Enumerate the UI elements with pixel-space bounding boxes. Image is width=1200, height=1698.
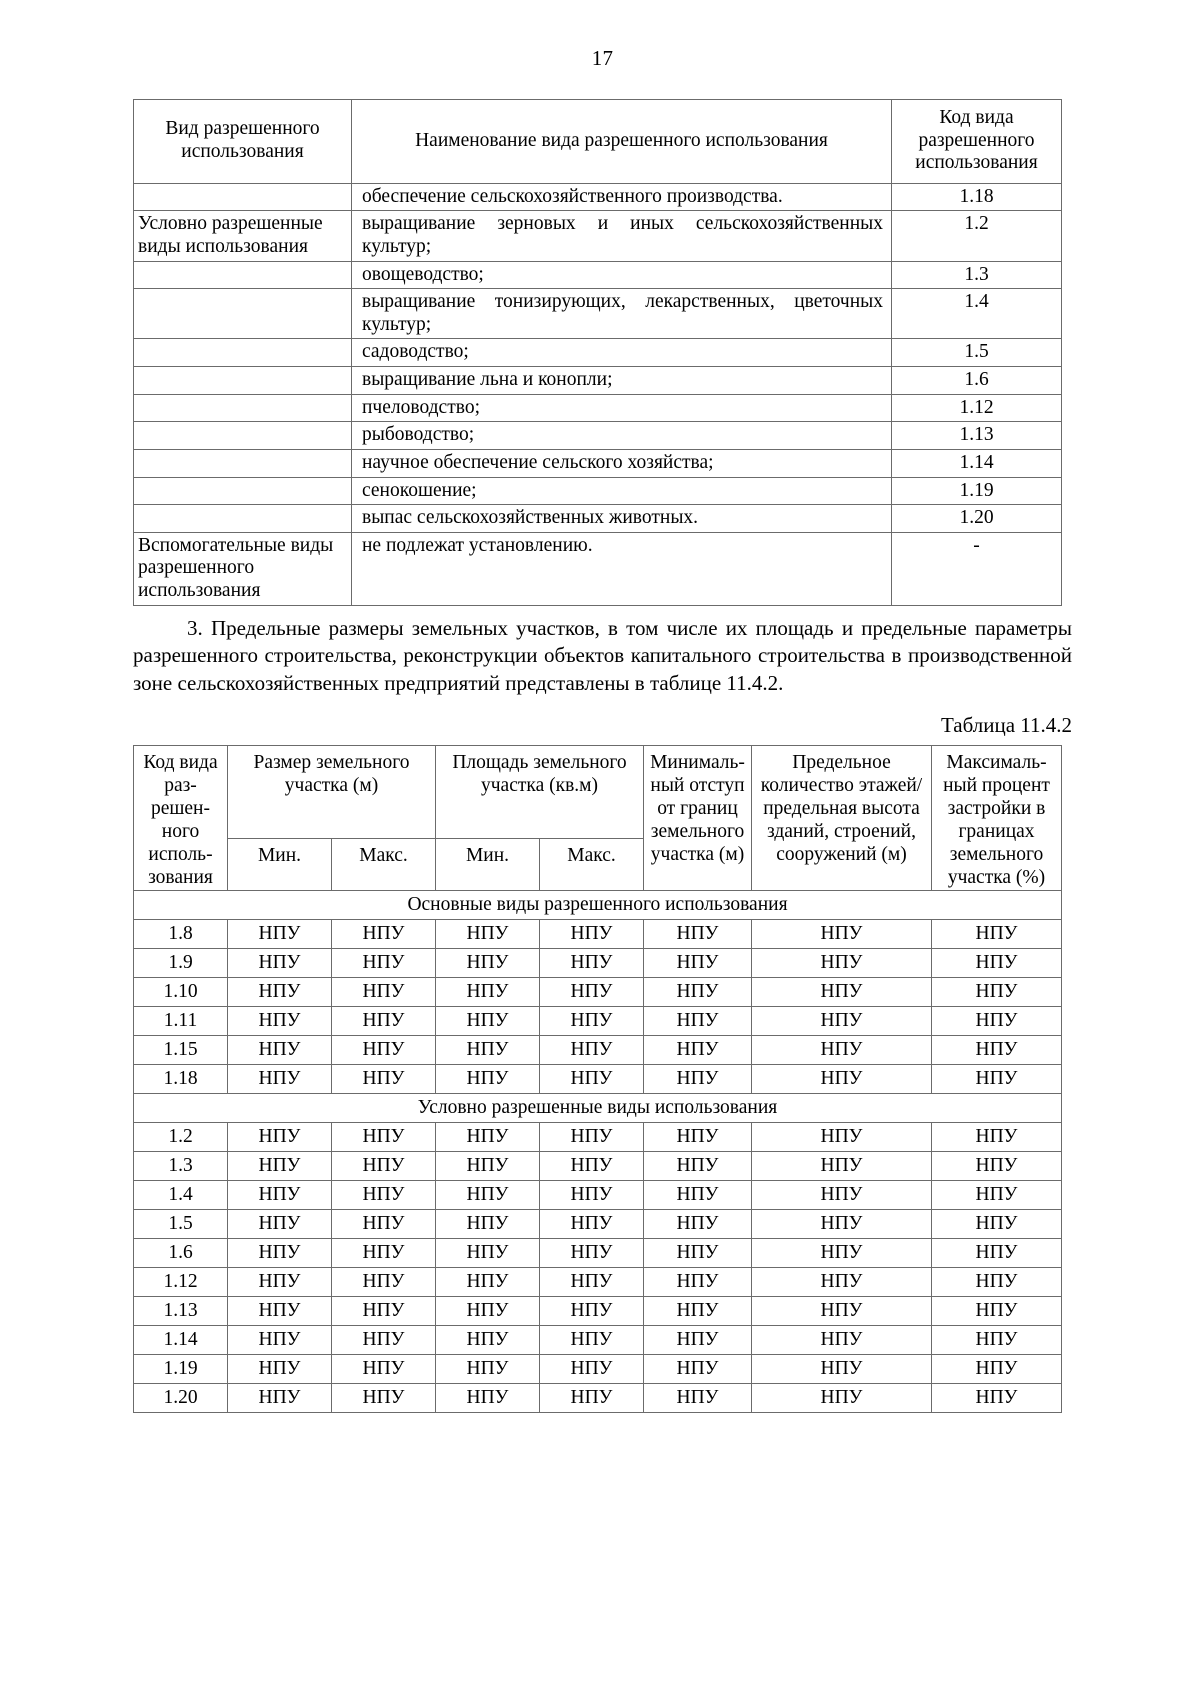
cell-code: 1.9 bbox=[134, 949, 228, 978]
limits-table bbox=[133, 745, 1062, 1413]
cell-value: НПУ bbox=[332, 1355, 436, 1384]
cell-value: НПУ bbox=[932, 1297, 1062, 1326]
cell-value: НПУ bbox=[644, 1297, 752, 1326]
cell-value: НПУ bbox=[332, 920, 436, 949]
cell-code: 1.19 bbox=[134, 1355, 228, 1384]
cell-value: НПУ bbox=[932, 1210, 1062, 1239]
cell-value: НПУ bbox=[228, 1268, 332, 1297]
cell-use-type: Условно разрешенные виды использования bbox=[134, 211, 352, 261]
header-min1: Мин. bbox=[228, 838, 332, 890]
cell-value: НПУ bbox=[752, 1007, 932, 1036]
limits-table-body bbox=[134, 746, 1062, 1413]
header-percent: Максималь-ный процент застройки в границах земельного участка (%) bbox=[932, 746, 1062, 891]
cell-use-name: садоводство; bbox=[352, 339, 892, 367]
table-row bbox=[134, 505, 1062, 533]
cell-value: НПУ bbox=[332, 1007, 436, 1036]
cell-value: НПУ bbox=[436, 1239, 540, 1268]
cell-value: НПУ bbox=[752, 1268, 932, 1297]
table-header-row bbox=[134, 100, 1062, 184]
cell-value: НПУ bbox=[436, 1181, 540, 1210]
cell-use-code: 1.4 bbox=[892, 289, 1062, 339]
cell-value: НПУ bbox=[540, 1355, 644, 1384]
table-row bbox=[134, 1297, 1062, 1326]
table-row bbox=[134, 532, 1062, 605]
cell-value: НПУ bbox=[752, 920, 932, 949]
section-title: Основные виды разрешенного использования bbox=[134, 891, 1062, 920]
cell-value: НПУ bbox=[932, 1326, 1062, 1355]
header-setback: Минималь-ный отступ от границ земельного участка (м) bbox=[644, 746, 752, 891]
cell-code: 1.5 bbox=[134, 1210, 228, 1239]
cell-value: НПУ bbox=[644, 1268, 752, 1297]
cell-value: НПУ bbox=[228, 978, 332, 1007]
table-row bbox=[134, 289, 1062, 339]
cell-value: НПУ bbox=[932, 1007, 1062, 1036]
cell-value: НПУ bbox=[540, 1384, 644, 1413]
header-use-code: Код вида разрешенного использования bbox=[892, 100, 1062, 184]
cell-use-name: сенокошение; bbox=[352, 477, 892, 505]
cell-value: НПУ bbox=[752, 1152, 932, 1181]
limits-header-row-1 bbox=[134, 746, 1062, 839]
cell-value: НПУ bbox=[644, 949, 752, 978]
cell-use-code: - bbox=[892, 532, 1062, 605]
cell-value: НПУ bbox=[228, 920, 332, 949]
table-row bbox=[134, 1065, 1062, 1094]
cell-value: НПУ bbox=[436, 1297, 540, 1326]
cell-use-type bbox=[134, 289, 352, 339]
cell-value: НПУ bbox=[436, 1152, 540, 1181]
table-row bbox=[134, 1355, 1062, 1384]
cell-use-code: 1.14 bbox=[892, 449, 1062, 477]
header-max2: Макс. bbox=[540, 838, 644, 890]
cell-value: НПУ bbox=[436, 1268, 540, 1297]
cell-value: НПУ bbox=[332, 1036, 436, 1065]
cell-value: НПУ bbox=[540, 978, 644, 1007]
cell-value: НПУ bbox=[540, 1152, 644, 1181]
cell-code: 1.20 bbox=[134, 1384, 228, 1413]
cell-value: НПУ bbox=[228, 1210, 332, 1239]
cell-use-type bbox=[134, 339, 352, 367]
header-code: Код вида раз-решен-ного исполь-зования bbox=[134, 746, 228, 891]
cell-value: НПУ bbox=[932, 949, 1062, 978]
cell-value: НПУ bbox=[540, 1181, 644, 1210]
table-row bbox=[134, 367, 1062, 395]
header-min2: Мин. bbox=[436, 838, 540, 890]
cell-use-code: 1.13 bbox=[892, 422, 1062, 450]
cell-value: НПУ bbox=[644, 1210, 752, 1239]
cell-value: НПУ bbox=[332, 1152, 436, 1181]
cell-value: НПУ bbox=[932, 1152, 1062, 1181]
cell-value: НПУ bbox=[752, 1065, 932, 1094]
table-row bbox=[134, 449, 1062, 477]
cell-value: НПУ bbox=[752, 1123, 932, 1152]
table-row bbox=[134, 1268, 1062, 1297]
cell-value: НПУ bbox=[932, 1384, 1062, 1413]
cell-code: 1.18 bbox=[134, 1065, 228, 1094]
cell-use-type bbox=[134, 261, 352, 289]
cell-use-name: овощеводство; bbox=[352, 261, 892, 289]
table-row bbox=[134, 1007, 1062, 1036]
cell-value: НПУ bbox=[540, 1007, 644, 1036]
table-row bbox=[134, 394, 1062, 422]
cell-use-code: 1.6 bbox=[892, 367, 1062, 395]
header-area-group: Площадь земельного участка (кв.м) bbox=[436, 746, 644, 839]
cell-value: НПУ bbox=[436, 1036, 540, 1065]
cell-value: НПУ bbox=[932, 920, 1062, 949]
cell-use-name: обеспечение сельскохозяйственного производства. bbox=[352, 183, 892, 211]
cell-value: НПУ bbox=[332, 1210, 436, 1239]
cell-value: НПУ bbox=[228, 1152, 332, 1181]
cell-value: НПУ bbox=[540, 1268, 644, 1297]
table-row bbox=[134, 477, 1062, 505]
cell-value: НПУ bbox=[436, 978, 540, 1007]
cell-value: НПУ bbox=[752, 978, 932, 1007]
cell-value: НПУ bbox=[436, 920, 540, 949]
cell-use-code: 1.5 bbox=[892, 339, 1062, 367]
cell-value: НПУ bbox=[332, 1384, 436, 1413]
cell-value: НПУ bbox=[332, 1268, 436, 1297]
cell-value: НПУ bbox=[436, 1007, 540, 1036]
cell-use-code: 1.18 bbox=[892, 183, 1062, 211]
table-row bbox=[134, 211, 1062, 261]
table-row bbox=[134, 1326, 1062, 1355]
cell-value: НПУ bbox=[436, 1384, 540, 1413]
cell-code: 1.14 bbox=[134, 1326, 228, 1355]
cell-value: НПУ bbox=[644, 1239, 752, 1268]
cell-value: НПУ bbox=[228, 1065, 332, 1094]
cell-value: НПУ bbox=[752, 1297, 932, 1326]
cell-value: НПУ bbox=[644, 1065, 752, 1094]
cell-value: НПУ bbox=[932, 1123, 1062, 1152]
cell-value: НПУ bbox=[644, 1036, 752, 1065]
cell-value: НПУ bbox=[540, 949, 644, 978]
cell-value: НПУ bbox=[540, 920, 644, 949]
cell-value: НПУ bbox=[752, 1326, 932, 1355]
cell-value: НПУ bbox=[644, 978, 752, 1007]
cell-value: НПУ bbox=[332, 1297, 436, 1326]
cell-use-type bbox=[134, 183, 352, 211]
cell-value: НПУ bbox=[540, 1210, 644, 1239]
table-row bbox=[134, 1036, 1062, 1065]
cell-value: НПУ bbox=[932, 1181, 1062, 1210]
cell-value: НПУ bbox=[228, 1297, 332, 1326]
cell-value: НПУ bbox=[932, 1355, 1062, 1384]
cell-use-code: 1.3 bbox=[892, 261, 1062, 289]
cell-value: НПУ bbox=[752, 1181, 932, 1210]
cell-value: НПУ bbox=[932, 978, 1062, 1007]
cell-value: НПУ bbox=[932, 1239, 1062, 1268]
cell-use-type bbox=[134, 505, 352, 533]
cell-value: НПУ bbox=[228, 1384, 332, 1413]
cell-use-name: рыбоводство; bbox=[352, 422, 892, 450]
table-row bbox=[134, 1210, 1062, 1239]
cell-value: НПУ bbox=[540, 1297, 644, 1326]
header-size-group: Размер земельного участка (м) bbox=[228, 746, 436, 839]
cell-value: НПУ bbox=[644, 1355, 752, 1384]
cell-value: НПУ bbox=[540, 1065, 644, 1094]
cell-use-name: пчеловодство; bbox=[352, 394, 892, 422]
cell-value: НПУ bbox=[332, 1181, 436, 1210]
table-row bbox=[134, 1181, 1062, 1210]
cell-value: НПУ bbox=[644, 920, 752, 949]
cell-use-type bbox=[134, 477, 352, 505]
cell-code: 1.10 bbox=[134, 978, 228, 1007]
table-row bbox=[134, 422, 1062, 450]
cell-code: 1.15 bbox=[134, 1036, 228, 1065]
cell-value: НПУ bbox=[644, 1181, 752, 1210]
header-use-type: Вид разрешенного использования bbox=[134, 100, 352, 184]
section-header-row bbox=[134, 1094, 1062, 1123]
cell-value: НПУ bbox=[228, 1326, 332, 1355]
cell-use-type bbox=[134, 422, 352, 450]
cell-value: НПУ bbox=[932, 1065, 1062, 1094]
cell-value: НПУ bbox=[644, 1152, 752, 1181]
cell-use-name: выращивание льна и конопли; bbox=[352, 367, 892, 395]
cell-value: НПУ bbox=[644, 1123, 752, 1152]
cell-value: НПУ bbox=[752, 1210, 932, 1239]
cell-use-type bbox=[134, 394, 352, 422]
cell-value: НПУ bbox=[752, 1384, 932, 1413]
cell-value: НПУ bbox=[644, 1384, 752, 1413]
cell-value: НПУ bbox=[436, 1355, 540, 1384]
table-row bbox=[134, 261, 1062, 289]
table-row bbox=[134, 978, 1062, 1007]
cell-value: НПУ bbox=[540, 1123, 644, 1152]
cell-code: 1.8 bbox=[134, 920, 228, 949]
cell-value: НПУ bbox=[228, 1181, 332, 1210]
table-row bbox=[134, 1152, 1062, 1181]
cell-value: НПУ bbox=[332, 1123, 436, 1152]
cell-value: НПУ bbox=[752, 1036, 932, 1065]
cell-value: НПУ bbox=[228, 1036, 332, 1065]
cell-use-name: научное обеспечение сельского хозяйства; bbox=[352, 449, 892, 477]
cell-value: НПУ bbox=[332, 1326, 436, 1355]
cell-value: НПУ bbox=[752, 1239, 932, 1268]
cell-value: НПУ bbox=[752, 949, 932, 978]
permitted-use-table-body bbox=[134, 100, 1062, 606]
section-title: Условно разрешенные виды использования bbox=[134, 1094, 1062, 1123]
cell-value: НПУ bbox=[436, 1210, 540, 1239]
table-row bbox=[134, 1123, 1062, 1152]
cell-value: НПУ bbox=[752, 1355, 932, 1384]
cell-use-name: не подлежат установлению. bbox=[352, 532, 892, 605]
table-row bbox=[134, 339, 1062, 367]
cell-value: НПУ bbox=[332, 978, 436, 1007]
cell-use-name: выращивание зерновых и иных сельскохозяйственных культур; bbox=[352, 211, 892, 261]
cell-use-code: 1.19 bbox=[892, 477, 1062, 505]
table-row bbox=[134, 1239, 1062, 1268]
table-row bbox=[134, 949, 1062, 978]
cell-use-type bbox=[134, 449, 352, 477]
cell-value: НПУ bbox=[332, 949, 436, 978]
header-use-name: Наименование вида разрешенного использования bbox=[352, 100, 892, 184]
cell-value: НПУ bbox=[228, 949, 332, 978]
cell-value: НПУ bbox=[436, 1326, 540, 1355]
table-row bbox=[134, 920, 1062, 949]
cell-code: 1.3 bbox=[134, 1152, 228, 1181]
cell-value: НПУ bbox=[932, 1036, 1062, 1065]
cell-value: НПУ bbox=[436, 1123, 540, 1152]
cell-use-code: 1.2 bbox=[892, 211, 1062, 261]
cell-value: НПУ bbox=[540, 1239, 644, 1268]
cell-code: 1.6 bbox=[134, 1239, 228, 1268]
cell-value: НПУ bbox=[540, 1326, 644, 1355]
cell-value: НПУ bbox=[436, 949, 540, 978]
cell-value: НПУ bbox=[932, 1268, 1062, 1297]
header-max1: Макс. bbox=[332, 838, 436, 890]
cell-value: НПУ bbox=[228, 1239, 332, 1268]
cell-value: НПУ bbox=[228, 1007, 332, 1036]
cell-use-code: 1.12 bbox=[892, 394, 1062, 422]
cell-code: 1.12 bbox=[134, 1268, 228, 1297]
cell-use-code: 1.20 bbox=[892, 505, 1062, 533]
header-floors: Предельное количество этажей/ предельная высота зданий, строений, сооружений (м) bbox=[752, 746, 932, 891]
cell-value: НПУ bbox=[540, 1036, 644, 1065]
cell-code: 1.2 bbox=[134, 1123, 228, 1152]
table-row bbox=[134, 1384, 1062, 1413]
permitted-use-table bbox=[133, 99, 1062, 606]
cell-code: 1.11 bbox=[134, 1007, 228, 1036]
cell-use-name: выпас сельскохозяйственных животных. bbox=[352, 505, 892, 533]
table2-caption: Таблица 11.4.2 bbox=[940, 712, 1072, 737]
cell-code: 1.13 bbox=[134, 1297, 228, 1326]
cell-value: НПУ bbox=[332, 1239, 436, 1268]
cell-value: НПУ bbox=[228, 1123, 332, 1152]
cell-use-type: Вспомогательные виды разрешенного использования bbox=[134, 532, 352, 605]
body-paragraph: 3. Предельные размеры земельных участков, в том числе их площадь и предельные параметры разрешенного строительства, реконструкции объектов капитального строительства в производственной зоне сельскохозяйственных предприятий представлены в таблице 11.4.2. bbox=[133, 615, 1072, 696]
page-number: 17 bbox=[591, 46, 614, 70]
section-header-row bbox=[134, 891, 1062, 920]
cell-code: 1.4 bbox=[134, 1181, 228, 1210]
cell-value: НПУ bbox=[332, 1065, 436, 1094]
cell-use-name: выращивание тонизирующих, лекарственных, цветочных культур; bbox=[352, 289, 892, 339]
cell-value: НПУ bbox=[644, 1326, 752, 1355]
table-row bbox=[134, 183, 1062, 211]
cell-use-type bbox=[134, 367, 352, 395]
cell-value: НПУ bbox=[436, 1065, 540, 1094]
cell-value: НПУ bbox=[228, 1355, 332, 1384]
cell-value: НПУ bbox=[644, 1007, 752, 1036]
